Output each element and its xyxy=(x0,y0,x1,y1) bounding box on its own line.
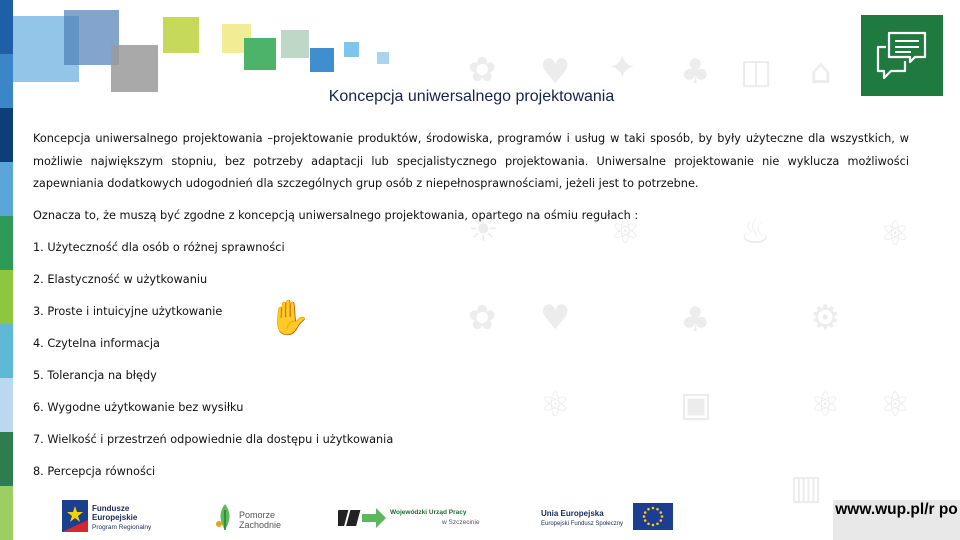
rule-item: 3. Proste i intuicyjne użytkowanie xyxy=(33,304,223,318)
ue-line1: Unia Europejska xyxy=(541,509,604,518)
intro-paragraph: Koncepcja uniwersalnego projektowania –projektowanie produktów, środowiska, programów i usług w taki sposób, by były użyteczne dla wszystkich, w możliwie największym stopniu, bez potrzeby adaptacji lub specjalistycznego projektowania. Uniwersalne projektowanie nie wyklucza możliwości zapewniania dodatkowych udogodnień dla szczególnych grup osób z niepełnosprawnościami, jeżeli jest to potrzebne. xyxy=(33,132,909,190)
chat-tile xyxy=(861,15,943,96)
pz-leaf-icon xyxy=(215,502,235,532)
pz-logo xyxy=(215,500,295,534)
fe-line1: Fundusze xyxy=(92,504,130,513)
fe-star-icon xyxy=(62,500,88,532)
fe-line3: Program Regionalny xyxy=(92,524,152,531)
eu-flag-icon xyxy=(633,503,673,530)
website-box[interactable] xyxy=(833,500,960,540)
rule-item: 7. Wielkość i przestrzeń odpowiednie dla dostępu i użytkowania xyxy=(33,432,394,446)
body-text xyxy=(33,128,909,483)
ue-logo xyxy=(541,500,676,534)
chat-bubbles-icon xyxy=(875,30,929,82)
rule-item: 2. Elastyczność w użytkowaniu xyxy=(33,272,208,286)
rule-item: 4. Czytelna informacja xyxy=(33,336,160,350)
pz-line1: Pomorze xyxy=(239,510,276,520)
website-link[interactable]: www.wup.pl/r po xyxy=(835,501,958,518)
slide-title: Koncepcja uniwersalnego projektowania xyxy=(328,88,615,105)
wup-logo xyxy=(338,500,488,534)
wup-line2: w Szczecinie xyxy=(442,519,480,526)
rule-item: 6. Wygodne użytkowanie bez wysiłku xyxy=(33,400,244,414)
rule-item: 8. Percepcja równości xyxy=(33,464,156,478)
left-color-bar xyxy=(0,0,13,540)
rule-item: 5. Tolerancja na błędy xyxy=(33,368,157,382)
footer-logos xyxy=(0,496,960,540)
fe-line2: Europejskie xyxy=(92,513,138,522)
rule-item: 1. Użyteczność dla osób o różnej sprawności xyxy=(33,240,285,254)
wup-line1: Wojewódzki Urząd Pracy xyxy=(390,509,467,516)
ue-line2: Europejski Fundusz Społeczny xyxy=(541,521,624,527)
pz-line2: Zachodnie xyxy=(239,520,282,530)
background-pattern: ✿ ♥ ✦ ♣ ◫ ⌂ ☀ ⚛ ♨ ⚛ ✋ ✿ ♥ ♣ ⚙ ⚛ ▣ ⚛ ⚛ ▥ xyxy=(268,48,911,508)
fe-logo xyxy=(60,500,160,534)
rules-lead: Oznacza to, że muszą być zgodne z koncepcją uniwersalnego projektowania, opartego na ośmiu regułach : xyxy=(33,208,639,222)
wup-arrow-icon xyxy=(338,504,386,530)
